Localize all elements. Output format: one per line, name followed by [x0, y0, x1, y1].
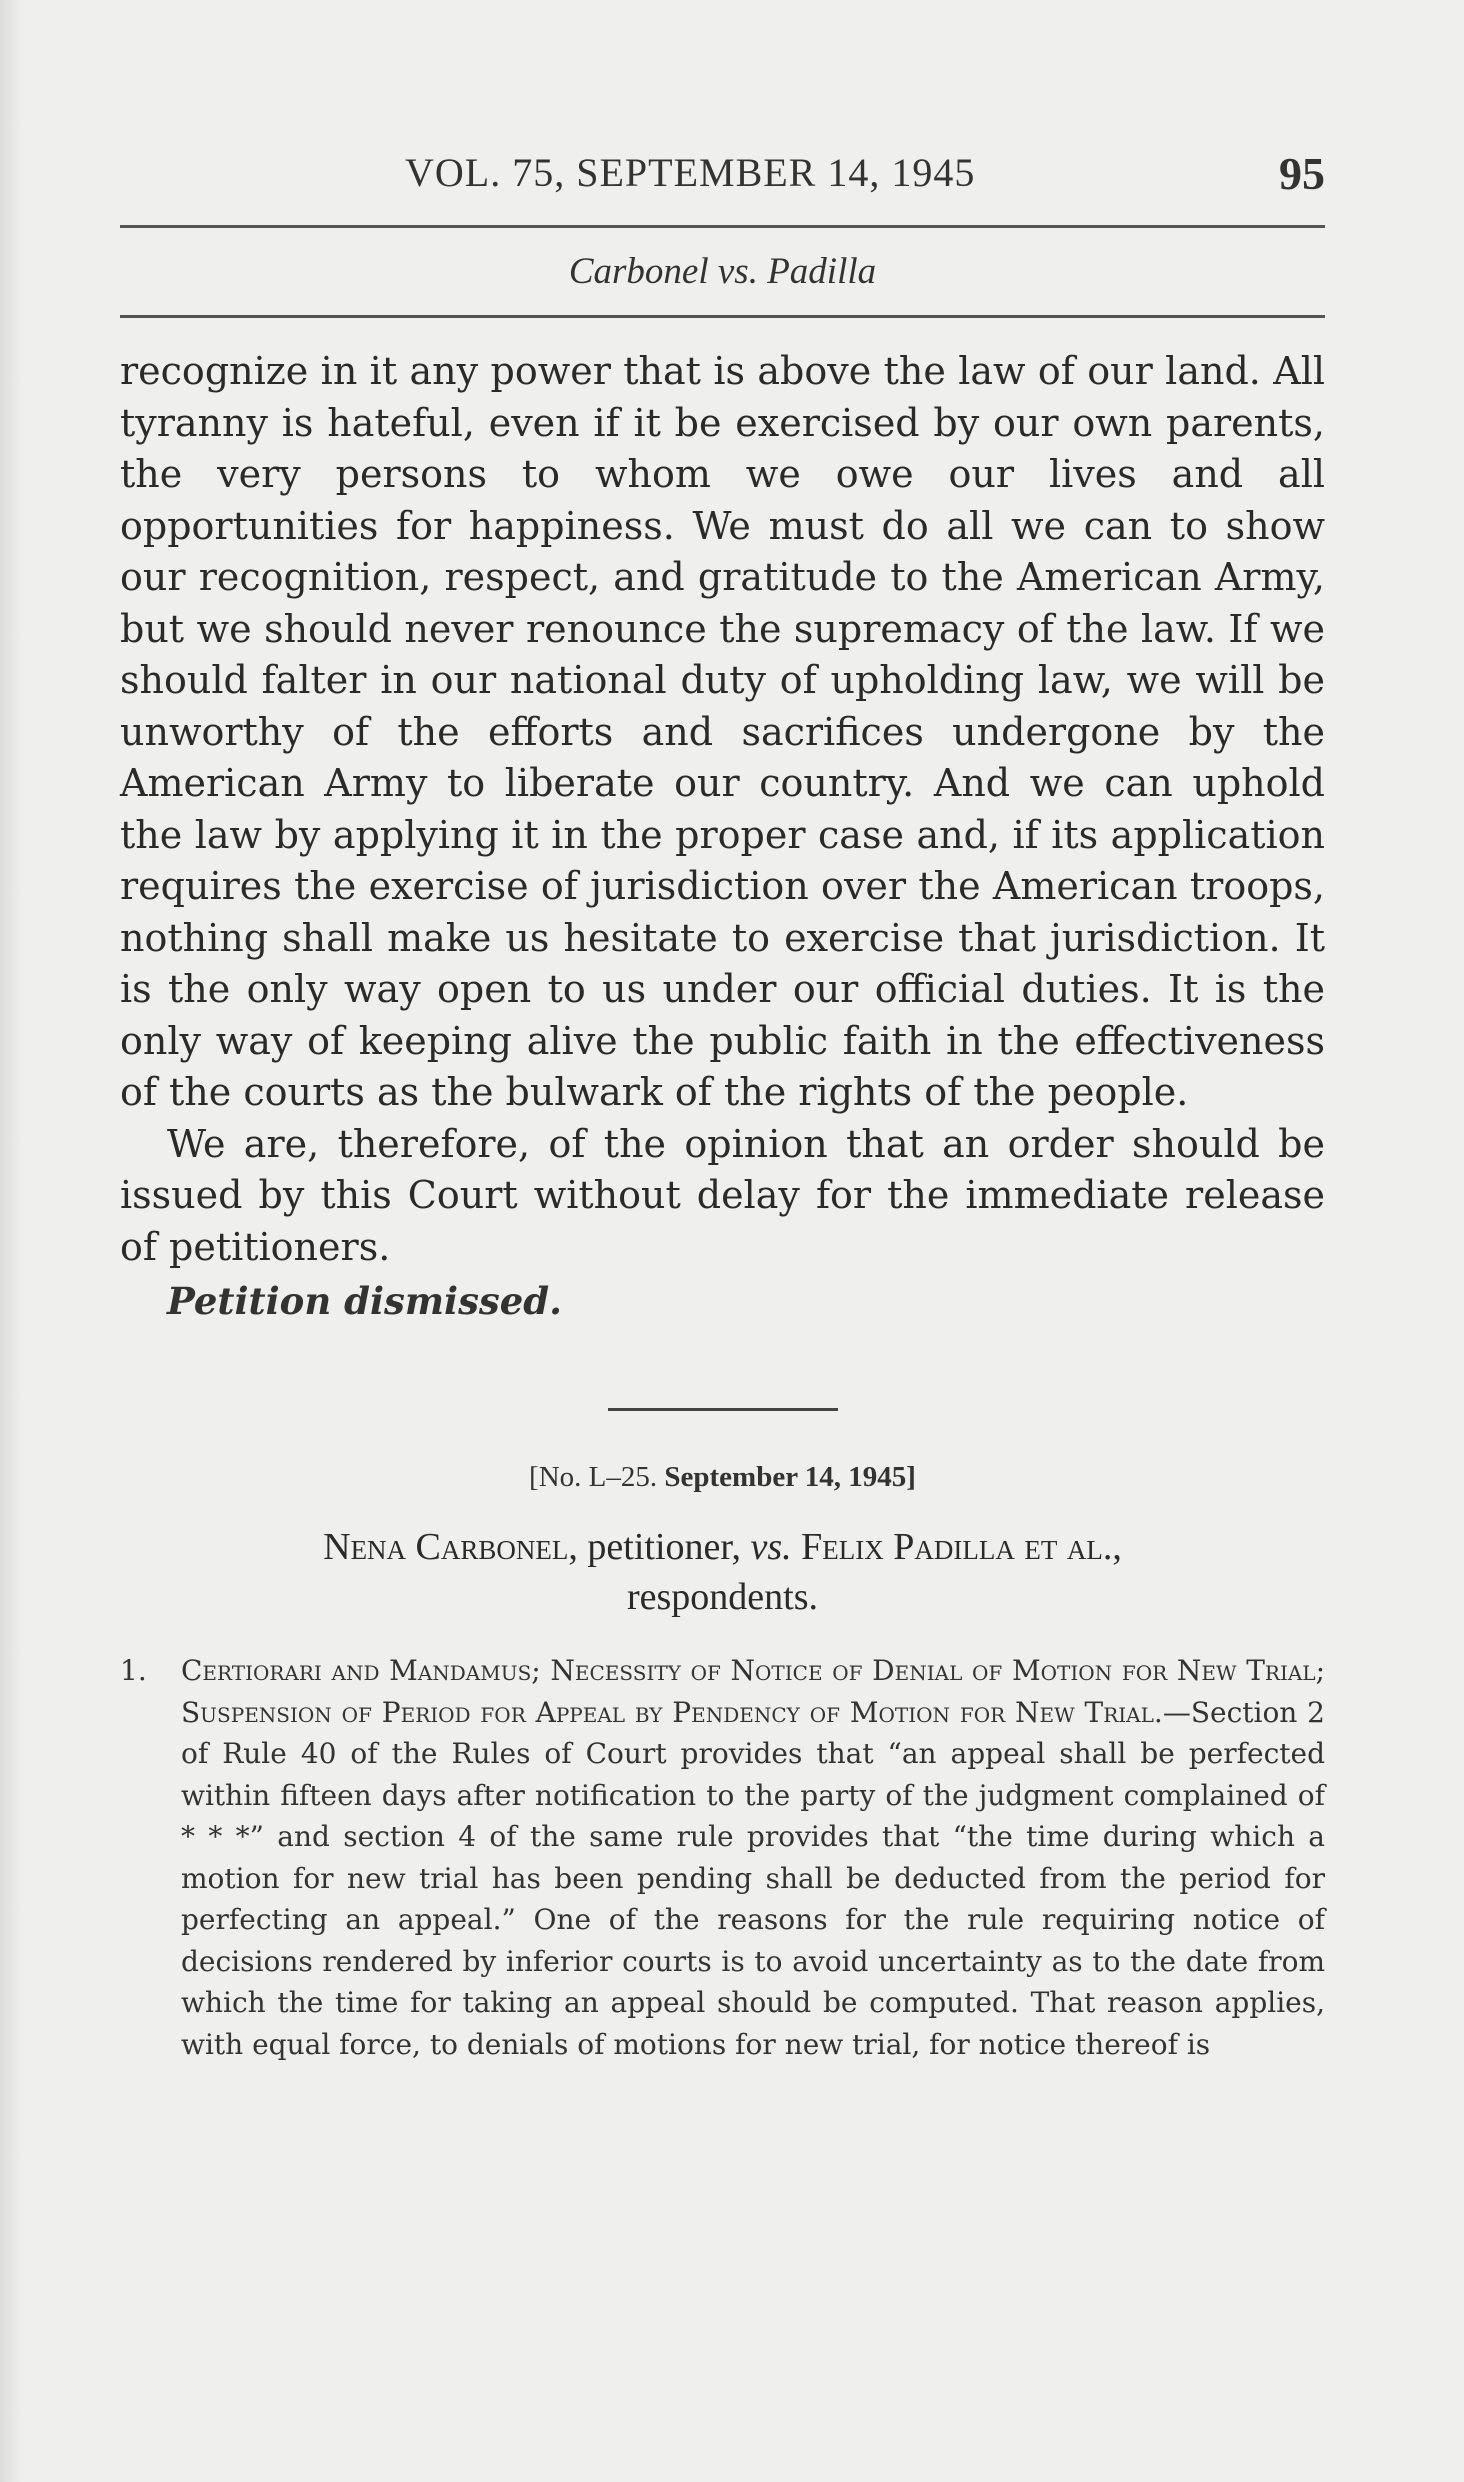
syllabus-text: —Section 2 of Rule 40 of the Rules of Court provides that “an appeal shall be perfected within fifteen days after notification to the party of the judgment complained of * * *” and section 4 of the same rule provides that “the time during which a motion for new trial has been pending shall be deducted from the period for perfecting an appeal.” One of the reasons for the rule requiring notice of decisions rendered by inferior courts is to avoid uncertainty as to the date from which the time for taking an appeal should be computed. That reason applies, with equal force, to denials of motions for new trial, for notice thereof is — [181, 1695, 1325, 2061]
docket-line — [120, 1461, 1325, 1494]
case-header: Carbonel vs. Padilla — [568, 251, 877, 292]
versus: vs. — [750, 1526, 792, 1568]
page — [120, 145, 1325, 2065]
page-edge-shadow — [0, 0, 22, 2482]
syllabus-number: 1. — [120, 1654, 147, 1687]
syllabus-heading: Certiorari and Mandamus; Necessity of Notice of Denial of Motion for New Trial; Suspension of Period for Appeal by Pendency of Motion for New Trial. — [181, 1654, 1325, 1729]
case-parties — [120, 1522, 1325, 1622]
petitioner-role: petitioner, — [587, 1526, 742, 1568]
petitioner-name: Nena Carbonel, — [323, 1526, 578, 1568]
paragraph: We are, therefore, of the opinion that an order should be issued by this Court without delay for the immediate release of petitioners. — [120, 1121, 1325, 1269]
docket-number: [No. L–25. — [529, 1461, 658, 1493]
syllabus — [120, 1650, 1325, 2065]
docket-date: September 14, 1945] — [664, 1461, 916, 1493]
disposition: Petition dismissed. — [167, 1279, 563, 1323]
running-head — [120, 145, 1325, 225]
volume-date: VOL. 75, SEPTEMBER 14, 1945 — [405, 150, 976, 195]
paragraph: recognize in it any power that is above the law of our land. All tyranny is hateful, even if it be exercised by our own parents, the very persons to whom we owe our lives and all opportunities for happiness. We must do all we can to show our recognition, respect, and gratitude to the American Army, but we should never renounce the supremacy of the law. If we should falter in our national duty of upholding law, we will be unworthy of the efforts and sacrifices undergone by the American Army to liberate our country. And we can uphold the law by applying it in the proper case and, if its application requires the exercise of jurisdiction over the American troops, nothing shall make us hesitate to exercise that jurisdiction. It is the only way open to us under our official duties. It is the only way of keeping alive the public faith in the effectiveness of the courts as the bulwark of the rights of the people. — [120, 349, 1325, 1114]
header-rule-bottom — [120, 315, 1325, 318]
respondent-name: Felix Padilla et al., — [801, 1526, 1122, 1568]
section-divider — [608, 1408, 838, 1411]
page-number: 95 — [1279, 148, 1325, 199]
opinion-text — [120, 346, 1325, 1273]
respondent-role: respondents. — [626, 1576, 819, 1618]
